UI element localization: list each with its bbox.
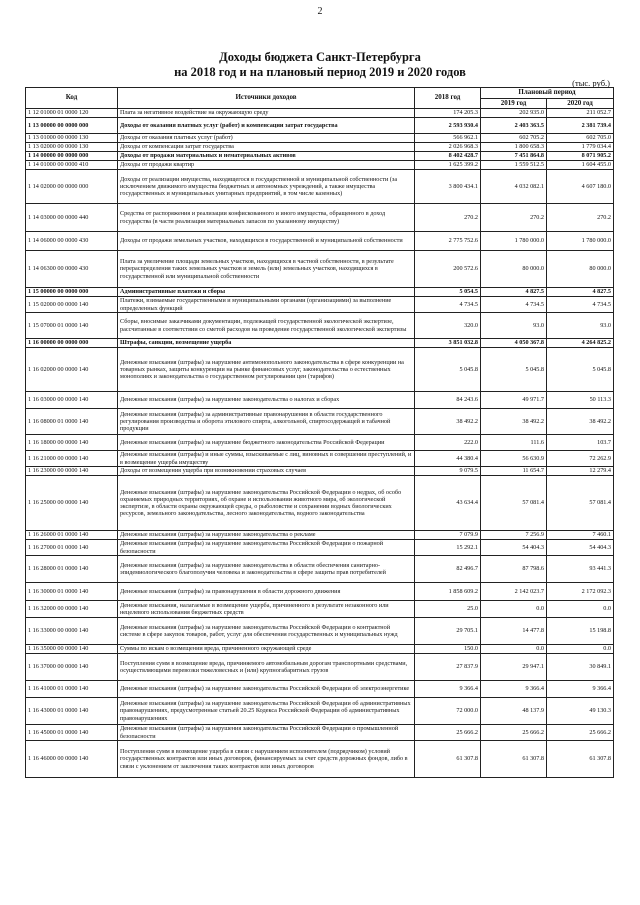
value-2019-cell: 4 827.5 xyxy=(481,288,547,297)
code-cell: 1 16 41000 01 0000 140 xyxy=(26,681,118,698)
name-cell: Денежные взыскания (штрафы) за нарушения законодательства Российской Федерации о промышленной безопасности xyxy=(118,725,415,741)
value-2020-cell: 4 607 180.0 xyxy=(547,170,614,204)
code-cell: 1 16 46000 00 0000 140 xyxy=(26,741,118,778)
code-cell: 1 16 00000 00 0000 000 xyxy=(26,339,118,348)
name-cell: Денежные взыскания (штрафы) за нарушение антимонопольного законодательства в сфере конкуренции на товарных рынках, защиты конкуренции на рынке финансовых услуг, законодательства о естественных монополиях и законодательства о государственном регулировании цен (тарифов) xyxy=(118,348,415,392)
name-cell: Платежи, взимаемые государственными и муниципальными органами (организациями) за выполнение определенных функций xyxy=(118,297,415,313)
table-row xyxy=(26,170,614,204)
value-2020-cell: 5 045.8 xyxy=(547,348,614,392)
value-2019-cell: 54 404.3 xyxy=(481,540,547,556)
code-cell: 1 15 00000 00 0000 000 xyxy=(26,288,118,297)
value-2019-cell: 4 050 367.8 xyxy=(481,339,547,348)
value-2019-cell: 1 559 512.5 xyxy=(481,161,547,170)
title-line-2: на 2018 год и на плановый период 2019 и 2020 годов xyxy=(174,65,466,79)
value-2018-cell: 72 000.0 xyxy=(415,698,481,725)
name-cell: Сборы, вносимые заказчиками документации, подлежащей государственной экологической экспертизе, рассчитанные в соответствии со сметой расходов на проведение государственной экологической экспертизы xyxy=(118,313,415,339)
value-2019-cell: 48 137.9 xyxy=(481,698,547,725)
value-2019-cell: 80 000.0 xyxy=(481,251,547,288)
value-2019-cell: 56 630.9 xyxy=(481,451,547,467)
value-2020-cell: 61 307.8 xyxy=(547,741,614,778)
name-cell: Денежные взыскания (штрафы) за нарушение законодательства о налогах и сборах xyxy=(118,392,415,409)
value-2020-cell: 50 113.3 xyxy=(547,392,614,409)
name-cell: Денежные взыскания (штрафы) и иные суммы, взыскиваемые с лиц, виновных в совершении преступлений, и в возмещение ущерба имуществу xyxy=(118,451,415,467)
value-2020-cell: 38 492.2 xyxy=(547,409,614,435)
value-2020-cell: 1 780 000.0 xyxy=(547,232,614,251)
value-2018-cell: 25.0 xyxy=(415,601,481,618)
value-2019-cell: 2 142 023.7 xyxy=(481,583,547,601)
value-2019-cell: 9 366.4 xyxy=(481,681,547,698)
table-row xyxy=(26,618,614,645)
value-2020-cell: 49 130.3 xyxy=(547,698,614,725)
code-cell: 1 16 30000 01 0000 140 xyxy=(26,583,118,601)
table-row xyxy=(26,467,614,476)
code-cell: 1 14 03000 00 0000 440 xyxy=(26,204,118,232)
value-2020-cell: 25 666.2 xyxy=(547,725,614,741)
table-row xyxy=(26,109,614,118)
value-2019-cell: 111.6 xyxy=(481,435,547,451)
value-2019-cell: 1 800 658.3 xyxy=(481,143,547,152)
table-row xyxy=(26,143,614,152)
table-row xyxy=(26,435,614,451)
value-2020-cell: 2 381 739.4 xyxy=(547,118,614,134)
table-body xyxy=(26,109,614,778)
table-row xyxy=(26,654,614,681)
table-row xyxy=(26,698,614,725)
name-cell: Доходы от продажи материальных и нематериальных активов xyxy=(118,152,415,161)
value-2018-cell: 61 307.8 xyxy=(415,741,481,778)
value-2018-cell: 1 625 399.2 xyxy=(415,161,481,170)
code-cell: 1 16 02000 00 0000 140 xyxy=(26,348,118,392)
code-cell: 1 16 33000 00 0000 140 xyxy=(26,618,118,645)
code-cell: 1 16 35000 00 0000 140 xyxy=(26,645,118,654)
header-2019: 2019 год xyxy=(481,99,547,109)
code-cell: 1 15 02000 00 0000 140 xyxy=(26,297,118,313)
value-2018-cell: 44 380.4 xyxy=(415,451,481,467)
name-cell: Суммы по искам о возмещении вреда, причиненного окружающей среде xyxy=(118,645,415,654)
code-cell: 1 16 26000 01 0000 140 xyxy=(26,531,118,540)
value-2019-cell: 270.2 xyxy=(481,204,547,232)
table-row xyxy=(26,681,614,698)
value-2019-cell: 2 403 363.5 xyxy=(481,118,547,134)
table-row xyxy=(26,476,614,531)
value-2020-cell: 57 081.4 xyxy=(547,476,614,531)
value-2019-cell: 87 798.6 xyxy=(481,556,547,583)
value-2019-cell: 93.0 xyxy=(481,313,547,339)
value-2018-cell: 566 962.1 xyxy=(415,134,481,143)
code-cell: 1 14 02000 00 0000 000 xyxy=(26,170,118,204)
name-cell: Доходы от компенсации затрат государства xyxy=(118,143,415,152)
value-2019-cell: 4 734.5 xyxy=(481,297,547,313)
page-title xyxy=(0,50,640,80)
value-2019-cell: 7 451 864.8 xyxy=(481,152,547,161)
value-2018-cell: 5 045.8 xyxy=(415,348,481,392)
value-2020-cell: 93 441.3 xyxy=(547,556,614,583)
value-2020-cell: 0.0 xyxy=(547,601,614,618)
value-2020-cell: 602 705.0 xyxy=(547,134,614,143)
table-row xyxy=(26,118,614,134)
code-cell: 1 16 25000 00 0000 140 xyxy=(26,476,118,531)
value-2019-cell: 11 654.7 xyxy=(481,467,547,476)
code-cell: 1 16 03000 00 0000 140 xyxy=(26,392,118,409)
value-2018-cell: 9 079.5 xyxy=(415,467,481,476)
value-2020-cell: 12 279.4 xyxy=(547,467,614,476)
value-2018-cell: 3 800 434.1 xyxy=(415,170,481,204)
value-2018-cell: 2 593 930.4 xyxy=(415,118,481,134)
page-number: 2 xyxy=(317,6,323,17)
table-row xyxy=(26,409,614,435)
table-row xyxy=(26,297,614,313)
table-row xyxy=(26,556,614,583)
name-cell: Денежные взыскания (штрафы) за нарушение бюджетного законодательства Российской Федерации xyxy=(118,435,415,451)
code-cell: 1 14 06000 00 0000 430 xyxy=(26,232,118,251)
name-cell: Денежные взыскания (штрафы) за нарушение законодательства Российской Федерации о пожарной безопасности xyxy=(118,540,415,556)
value-2019-cell: 14 477.8 xyxy=(481,618,547,645)
value-2019-cell: 25 666.2 xyxy=(481,725,547,741)
code-cell: 1 14 01000 00 0000 410 xyxy=(26,161,118,170)
units-label: (тыс. руб.) xyxy=(572,78,610,88)
table-row xyxy=(26,531,614,540)
name-cell: Денежные взыскания (штрафы) за правонарушения в области дорожного движения xyxy=(118,583,415,601)
value-2019-cell: 29 947.1 xyxy=(481,654,547,681)
table-row xyxy=(26,725,614,741)
code-cell: 1 16 08000 01 0000 140 xyxy=(26,409,118,435)
header-code: Код xyxy=(26,88,118,109)
value-2018-cell: 15 292.1 xyxy=(415,540,481,556)
header-2020: 2020 год xyxy=(547,99,614,109)
value-2018-cell: 4 734.5 xyxy=(415,297,481,313)
name-cell: Плата за негативное воздействие на окружающую среду xyxy=(118,109,415,118)
code-cell: 1 13 01000 00 0000 130 xyxy=(26,134,118,143)
value-2018-cell: 174 205.3 xyxy=(415,109,481,118)
value-2020-cell: 93.0 xyxy=(547,313,614,339)
table-row xyxy=(26,152,614,161)
value-2020-cell: 4 264 825.2 xyxy=(547,339,614,348)
name-cell: Средства от распоряжения и реализации конфискованного и иного имущества, обращенного в доход государства (в части реализации материальных запасов по указанному имуществу) xyxy=(118,204,415,232)
value-2018-cell: 3 851 032.8 xyxy=(415,339,481,348)
code-cell: 1 16 23000 00 0000 140 xyxy=(26,467,118,476)
header-planned-period: Плановый период xyxy=(481,88,614,99)
code-cell: 1 16 21000 00 0000 140 xyxy=(26,451,118,467)
name-cell: Доходы от оказания платных услуг (работ) xyxy=(118,134,415,143)
code-cell: 1 16 43000 01 0000 140 xyxy=(26,698,118,725)
value-2020-cell: 211 052.7 xyxy=(547,109,614,118)
name-cell: Денежные взыскания (штрафы) за нарушение законодательства Российской Федерации об административных правонарушениях, предусмотренные статьей 20.25 Кодекса Российской Федерации об административных правонарушениях xyxy=(118,698,415,725)
table-row xyxy=(26,313,614,339)
name-cell: Денежные взыскания (штрафы) за нарушение законодательства Российской Федерации о недрах, об особо охраняемых природных территориях, об охране и использовании животного мира, об экологической экспертизе, в области охраны окружающей среды, о рыболовстве и сохранении водных биологических ресурсов, земельного законодательства, лесного законодательства, водного законодательства xyxy=(118,476,415,531)
header-2018: 2018 год xyxy=(415,88,481,109)
value-2020-cell: 15 198.8 xyxy=(547,618,614,645)
value-2018-cell: 320.0 xyxy=(415,313,481,339)
value-2020-cell: 72 262.9 xyxy=(547,451,614,467)
code-cell: 1 14 06300 00 0000 430 xyxy=(26,251,118,288)
table-row xyxy=(26,540,614,556)
value-2018-cell: 43 634.4 xyxy=(415,476,481,531)
value-2019-cell: 7 256.9 xyxy=(481,531,547,540)
value-2018-cell: 7 079.9 xyxy=(415,531,481,540)
value-2020-cell: 1 779 034.4 xyxy=(547,143,614,152)
code-cell: 1 12 01000 01 0000 120 xyxy=(26,109,118,118)
value-2018-cell: 2 775 752.6 xyxy=(415,232,481,251)
value-2020-cell: 4 827.5 xyxy=(547,288,614,297)
value-2018-cell: 2 026 968.3 xyxy=(415,143,481,152)
value-2019-cell: 49 971.7 xyxy=(481,392,547,409)
name-cell: Денежные взыскания (штрафы) за административные правонарушения в области государственного регулирования производства и оборота этилового спирта, алкогольной, спиртосодержащей и табачной продукции xyxy=(118,409,415,435)
value-2019-cell: 0.0 xyxy=(481,601,547,618)
value-2018-cell: 27 837.9 xyxy=(415,654,481,681)
value-2018-cell: 5 054.5 xyxy=(415,288,481,297)
name-cell: Денежные взыскания (штрафы) за нарушение законодательства о рекламе xyxy=(118,531,415,540)
value-2019-cell: 38 492.2 xyxy=(481,409,547,435)
code-cell: 1 13 00000 00 0000 000 xyxy=(26,118,118,134)
value-2020-cell: 0.0 xyxy=(547,645,614,654)
code-cell: 1 16 18000 00 0000 140 xyxy=(26,435,118,451)
value-2018-cell: 270.2 xyxy=(415,204,481,232)
table-row xyxy=(26,251,614,288)
name-cell: Денежные взыскания, налагаемые в возмещение ущерба, причиненного в результате незаконного или нецелевого использования бюджетных средств xyxy=(118,601,415,618)
code-cell: 1 16 37000 00 0000 140 xyxy=(26,654,118,681)
name-cell: Плата за увеличение площади земельных участков, находящихся в частной собственности, в результате перераспределения таких земельных участков и земель (или) земельных участков, находящихся в государственной или муниципальной собственности xyxy=(118,251,415,288)
value-2020-cell: 4 734.5 xyxy=(547,297,614,313)
value-2020-cell: 103.7 xyxy=(547,435,614,451)
name-cell: Денежные взыскания (штрафы) за нарушение законодательства в области обеспечения санитарно-эпидемиологического благополучия человека и законодательства в сфере защиты прав потребителей xyxy=(118,556,415,583)
value-2019-cell: 0.0 xyxy=(481,645,547,654)
value-2020-cell: 2 172 092.3 xyxy=(547,583,614,601)
value-2019-cell: 1 780 000.0 xyxy=(481,232,547,251)
name-cell: Денежные взыскания (штрафы) за нарушение законодательства Российской Федерации о контрактной системе в сфере закупок товаров, работ, услуг для обеспечения государственных и муниципальных нужд xyxy=(118,618,415,645)
code-cell: 1 14 00000 00 0000 000 xyxy=(26,152,118,161)
code-cell: 1 16 28000 01 0000 140 xyxy=(26,556,118,583)
value-2020-cell: 9 366.4 xyxy=(547,681,614,698)
name-cell: Административные платежи и сборы xyxy=(118,288,415,297)
code-cell: 1 15 07000 01 0000 140 xyxy=(26,313,118,339)
value-2018-cell: 82 496.7 xyxy=(415,556,481,583)
revenue-table xyxy=(25,87,614,778)
value-2020-cell: 1 604 455.0 xyxy=(547,161,614,170)
table-row xyxy=(26,339,614,348)
value-2019-cell: 61 307.8 xyxy=(481,741,547,778)
value-2019-cell: 57 081.4 xyxy=(481,476,547,531)
name-cell: Поступления сумм в возмещение вреда, причиняемого автомобильным дорогам транспортными средствами, осуществляющими перевозки тяжеловесных и (или) крупногабаритных грузов xyxy=(118,654,415,681)
title-line-1: Доходы бюджета Санкт-Петербурга xyxy=(219,50,421,64)
table-row xyxy=(26,392,614,409)
value-2019-cell: 602 705.2 xyxy=(481,134,547,143)
value-2018-cell: 150.0 xyxy=(415,645,481,654)
name-cell: Доходы от оказания платных услуг (работ) и компенсации затрат государства xyxy=(118,118,415,134)
table-row xyxy=(26,741,614,778)
value-2019-cell: 5 045.8 xyxy=(481,348,547,392)
value-2018-cell: 1 858 609.2 xyxy=(415,583,481,601)
value-2020-cell: 80 000.0 xyxy=(547,251,614,288)
value-2018-cell: 222.0 xyxy=(415,435,481,451)
table-row xyxy=(26,451,614,467)
value-2020-cell: 8 071 905.2 xyxy=(547,152,614,161)
value-2018-cell: 200 572.6 xyxy=(415,251,481,288)
table-row xyxy=(26,645,614,654)
value-2020-cell: 54 404.3 xyxy=(547,540,614,556)
value-2018-cell: 84 243.6 xyxy=(415,392,481,409)
code-cell: 1 13 02000 00 0000 130 xyxy=(26,143,118,152)
value-2018-cell: 8 402 428.7 xyxy=(415,152,481,161)
name-cell: Доходы от возмещения ущерба при возникновении страховых случаев xyxy=(118,467,415,476)
value-2018-cell: 29 705.1 xyxy=(415,618,481,645)
table-row xyxy=(26,601,614,618)
value-2020-cell: 30 849.1 xyxy=(547,654,614,681)
table-row xyxy=(26,161,614,170)
value-2020-cell: 7 460.1 xyxy=(547,531,614,540)
name-cell: Денежные взыскания (штрафы) за нарушение законодательства Российской Федерации об электроэнергетике xyxy=(118,681,415,698)
table-row xyxy=(26,348,614,392)
code-cell: 1 16 27000 01 0000 140 xyxy=(26,540,118,556)
table-row xyxy=(26,204,614,232)
value-2018-cell: 38 492.2 xyxy=(415,409,481,435)
name-cell: Штрафы, санкции, возмещение ущерба xyxy=(118,339,415,348)
name-cell: Поступления сумм в возмещение ущерба в связи с нарушением исполнителем (подрядчиком) условий государственных контрактов или иных договоров, финансируемых за счет средств дорожных фондов, либо в связи с уклонением от заключения таких контрактов или иных договоров xyxy=(118,741,415,778)
value-2018-cell: 9 366.4 xyxy=(415,681,481,698)
value-2020-cell: 270.2 xyxy=(547,204,614,232)
code-cell: 1 16 45000 01 0000 140 xyxy=(26,725,118,741)
name-cell: Доходы от продажи квартир xyxy=(118,161,415,170)
table-row xyxy=(26,134,614,143)
table-row xyxy=(26,232,614,251)
name-cell: Доходы от реализации имущества, находящегося в государственной и муниципальной собственности (за исключением движимого имущества бюджетных и автономных учреждений, а также имущества государственных и муниципальных унитарных предприятий, в том числе казенных) xyxy=(118,170,415,204)
header-source: Источники доходов xyxy=(118,88,415,109)
code-cell: 1 16 32000 00 0000 140 xyxy=(26,601,118,618)
table-row xyxy=(26,583,614,601)
table-row xyxy=(26,288,614,297)
name-cell: Доходы от продажи земельных участков, находящихся в государственной и муниципальной собственности xyxy=(118,232,415,251)
value-2018-cell: 25 666.2 xyxy=(415,725,481,741)
value-2019-cell: 202 935.0 xyxy=(481,109,547,118)
value-2019-cell: 4 032 082.1 xyxy=(481,170,547,204)
